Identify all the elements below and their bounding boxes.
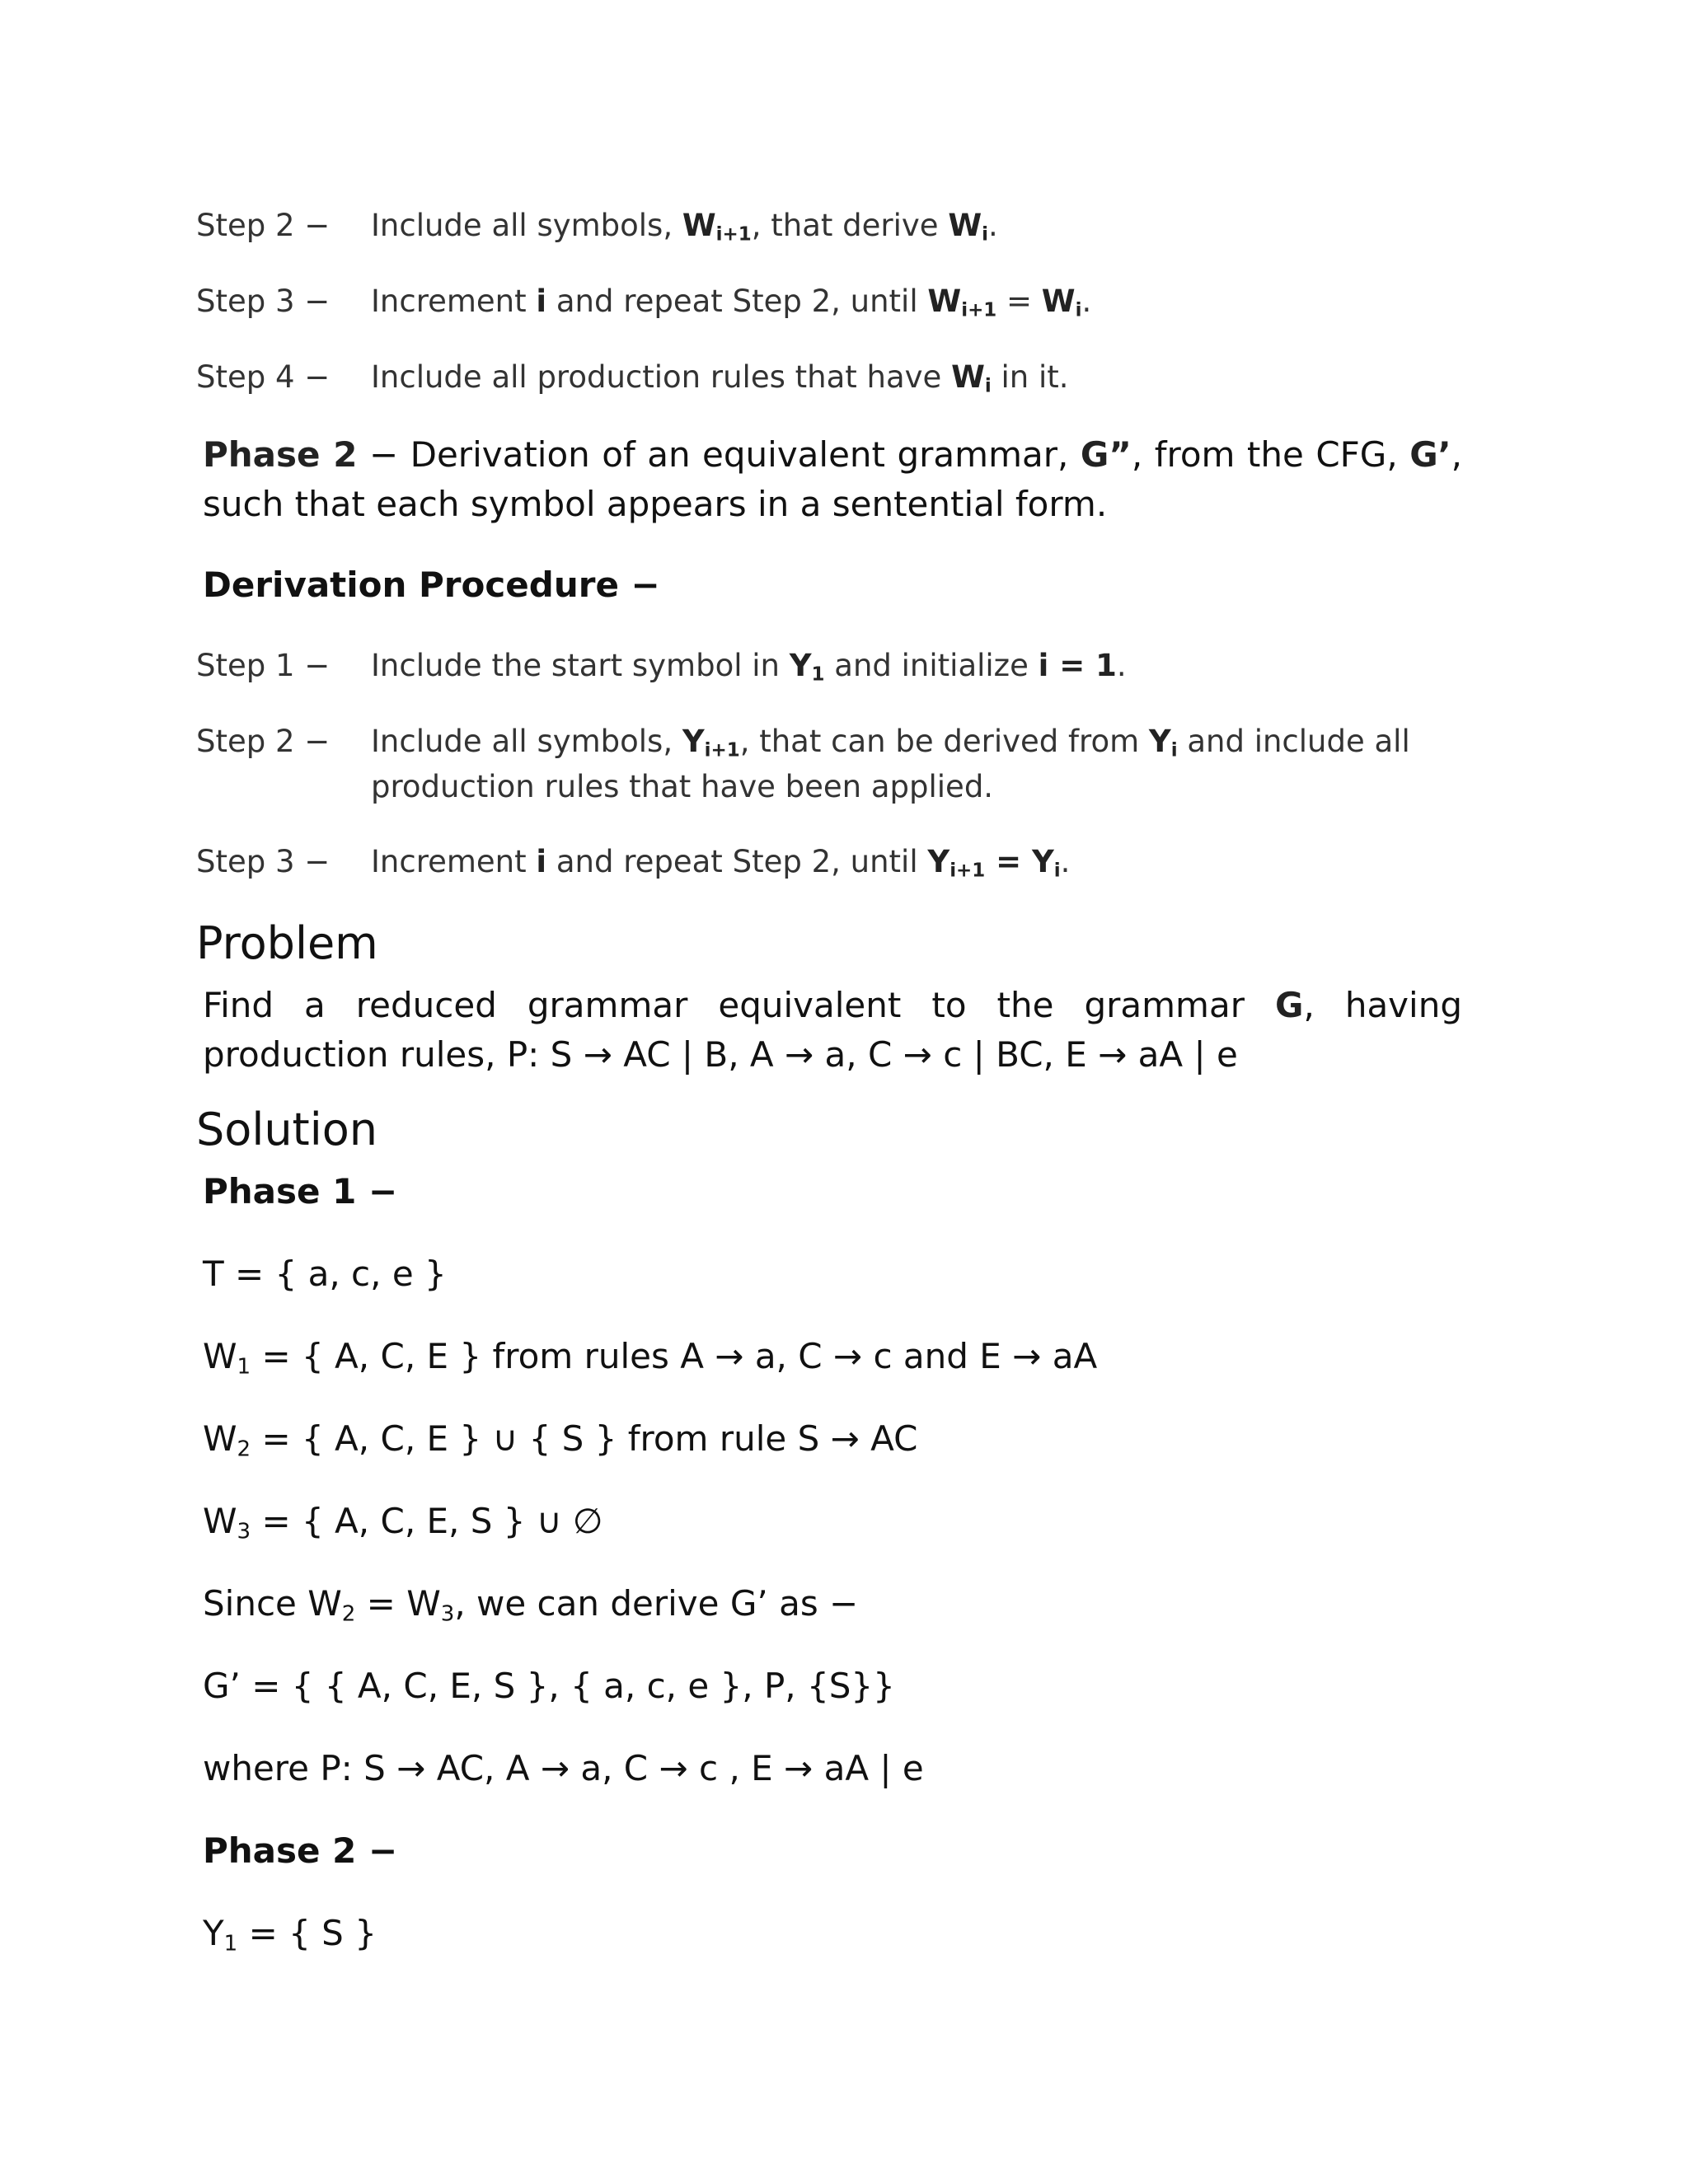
step-text bbox=[371, 719, 1484, 809]
step-text-part: Include all symbols, bbox=[371, 208, 682, 243]
subscript: 3 bbox=[440, 1601, 455, 1627]
problem-text bbox=[203, 981, 1462, 1080]
math-text: W bbox=[203, 1336, 237, 1376]
symbol-y: Y bbox=[682, 724, 705, 759]
subscript: 1 bbox=[237, 1354, 251, 1380]
phase1-label: Phase 1 − bbox=[203, 1171, 398, 1212]
derivation-procedure-heading: Derivation Procedure − bbox=[203, 565, 660, 605]
subscript: 1 bbox=[811, 663, 825, 686]
step-text bbox=[371, 643, 1484, 688]
step-text-part: . bbox=[1060, 844, 1071, 879]
step-text-part: and include all production rules that have been applied. bbox=[371, 724, 1410, 804]
math-text: Since W bbox=[203, 1583, 342, 1624]
subscript: i bbox=[1170, 739, 1178, 762]
math-text: , we can derive G’ as − bbox=[454, 1583, 859, 1624]
symbol-y: Y bbox=[1032, 844, 1054, 879]
subscript: i+1 bbox=[704, 739, 740, 762]
step-text bbox=[371, 839, 1484, 884]
init-expression: i = 1 bbox=[1038, 648, 1117, 683]
step-text-part: and initialize bbox=[824, 648, 1039, 683]
since-line bbox=[203, 1579, 858, 1629]
symbol-w: W bbox=[682, 208, 716, 243]
g-prime-definition: G’ = { { A, C, E, S }, { a, c, e }, P, {S}} bbox=[203, 1666, 895, 1706]
step-text-part: , that derive bbox=[751, 208, 949, 243]
grammar-g: G bbox=[1274, 985, 1304, 1025]
subscript: i+1 bbox=[961, 299, 997, 321]
math-text: W bbox=[203, 1418, 237, 1459]
step-text-part: . bbox=[1081, 284, 1092, 319]
step-label: Step 2 − bbox=[196, 724, 331, 759]
math-text: Y bbox=[203, 1913, 224, 1953]
subscript: 2 bbox=[341, 1601, 356, 1627]
math-text: T = { a, c, e } bbox=[203, 1254, 447, 1294]
math-text: W bbox=[203, 1501, 237, 1541]
phase2-intro bbox=[203, 430, 1462, 529]
step-text-part: . bbox=[1116, 648, 1127, 683]
math-text: = { A, C, E, S } ∪ ∅ bbox=[251, 1501, 603, 1541]
step-label: Step 3 − bbox=[196, 844, 331, 879]
phase2-intro-text: − Derivation of an equivalent grammar, bbox=[357, 434, 1081, 475]
terminal-set bbox=[203, 1249, 447, 1299]
y1-line bbox=[203, 1909, 377, 1958]
problem-text-part: , having production rules, P: S → AC | B, A → a, C → c | BC, E → aA | e bbox=[203, 985, 1462, 1075]
math-text: = { S } bbox=[237, 1913, 377, 1953]
step-label: Step 2 − bbox=[196, 208, 331, 243]
grammar-g-prime: G’ bbox=[1409, 434, 1451, 475]
grammar-g-double-prime: G” bbox=[1080, 434, 1132, 475]
problem-heading: Problem bbox=[196, 917, 378, 969]
step-label: Step 4 − bbox=[196, 359, 331, 395]
symbol-w: W bbox=[948, 208, 982, 243]
step-text-part: in it. bbox=[991, 359, 1069, 395]
subscript: i bbox=[982, 223, 988, 246]
symbol-i: i bbox=[536, 284, 547, 319]
symbol-y: Y bbox=[1148, 724, 1171, 759]
symbol-w: W bbox=[927, 284, 962, 319]
step-label: Step 1 − bbox=[196, 648, 331, 683]
step-label: Step 3 − bbox=[196, 284, 331, 319]
symbol-y: Y bbox=[789, 648, 812, 683]
w3-line bbox=[203, 1497, 603, 1546]
step-text bbox=[371, 354, 1484, 400]
w2-line bbox=[203, 1414, 917, 1464]
step-text bbox=[371, 203, 1484, 248]
step-text-part: Include the start symbol in bbox=[371, 648, 790, 683]
step-text-part: . bbox=[988, 208, 998, 243]
problem-text-part: Find a reduced grammar equivalent to the grammar bbox=[203, 985, 1275, 1025]
step-text-part: Increment bbox=[371, 844, 537, 879]
symbol-w: W bbox=[1041, 284, 1076, 319]
phase2-intro-text: , from the CFG, bbox=[1131, 434, 1410, 475]
step-text-part: and repeat Step 2, until bbox=[546, 284, 928, 319]
equals-sign: = bbox=[985, 844, 1032, 879]
step-text-part: Include all production rules that have bbox=[371, 359, 952, 395]
subscript: i+1 bbox=[715, 223, 752, 246]
math-text: = { A, C, E } from rules A → a, C → c and E → aA bbox=[251, 1336, 1098, 1376]
symbol-y: Y bbox=[927, 844, 950, 879]
solution-heading: Solution bbox=[196, 1104, 377, 1155]
subscript: 3 bbox=[237, 1519, 251, 1544]
subscript: i bbox=[984, 375, 992, 397]
math-text: = W bbox=[355, 1583, 441, 1624]
phase2-intro-text: , such that each symbol appears in a sentential form. bbox=[203, 434, 1462, 524]
step-text-part: and repeat Step 2, until bbox=[546, 844, 928, 879]
step-text bbox=[371, 279, 1484, 324]
subscript: i+1 bbox=[950, 860, 986, 882]
step-text-part: = bbox=[996, 284, 1042, 319]
step-text-part: Include all symbols, bbox=[371, 724, 682, 759]
subscript: i bbox=[1053, 860, 1061, 882]
subscript: 2 bbox=[237, 1436, 251, 1462]
subscript: i bbox=[1075, 299, 1082, 321]
step-text-part: Increment bbox=[371, 284, 537, 319]
symbol-w: W bbox=[951, 359, 985, 395]
step-text-part: , that can be derived from bbox=[739, 724, 1149, 759]
w1-line bbox=[203, 1332, 1097, 1381]
subscript: 1 bbox=[223, 1931, 238, 1957]
math-text: = { A, C, E } ∪ { S } from rule S → AC bbox=[251, 1418, 918, 1459]
symbol-i: i bbox=[536, 844, 547, 879]
phase2-label: Phase 2 bbox=[203, 434, 358, 475]
where-p-line: where P: S → AC, A → a, C → c , E → aA | e bbox=[203, 1748, 924, 1788]
phase2-label: Phase 2 − bbox=[203, 1830, 398, 1871]
